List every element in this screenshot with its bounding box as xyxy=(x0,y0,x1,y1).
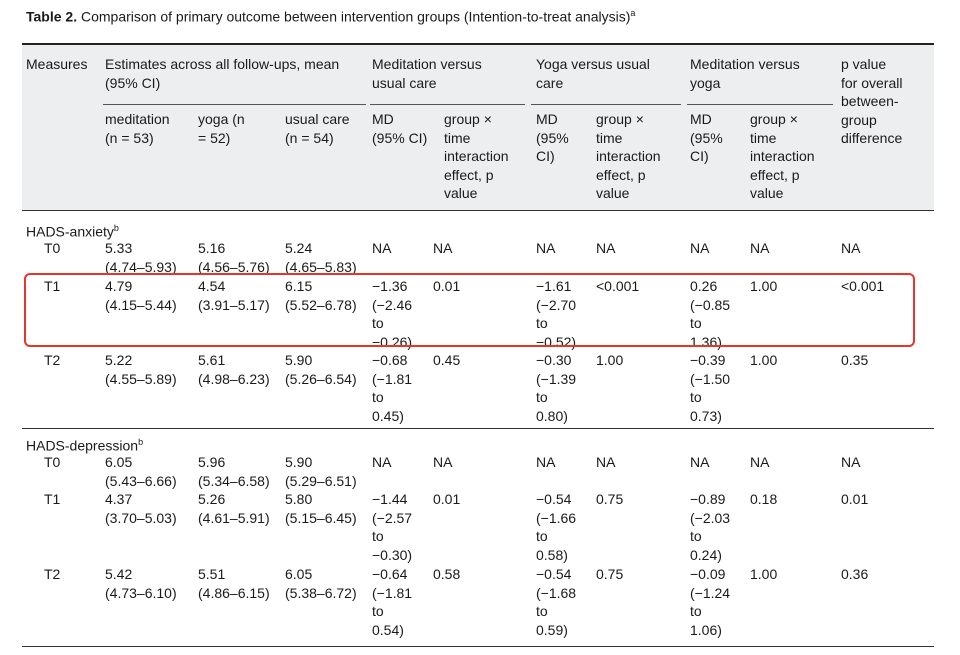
cell-meditation: 5.33 (4.74–5.93) xyxy=(105,240,177,275)
cell-yoga: 5.26 (4.61–5.91) xyxy=(198,491,270,526)
cell-md-med-usual: −1.36 (−2.46 to −0.26) xyxy=(372,278,413,350)
header-yoga-vs-usual: Yoga versus usual care xyxy=(536,56,650,91)
cell-p-overall: <0.001 xyxy=(841,278,885,294)
header-estimates: Estimates across all follow-ups, mean (95% CI) xyxy=(105,56,340,91)
cell-p-med-yoga: 1.00 xyxy=(750,352,778,368)
table-caption xyxy=(26,8,635,25)
header-p-overall: p value for overall between- group difference xyxy=(841,56,903,147)
highlight-box xyxy=(24,273,915,347)
cell-md-med-usual: NA xyxy=(372,240,392,256)
cell-md-med-usual: −0.64 (−1.81 to 0.54) xyxy=(372,566,413,638)
cell-p-med-yoga: 1.00 xyxy=(750,278,778,294)
med-usual-subrule xyxy=(370,104,525,105)
cell-yoga: 5.61 (4.98–6.23) xyxy=(198,352,270,387)
section-title-depression-text: HADS-depression xyxy=(26,437,139,454)
header-measures: Measures xyxy=(26,56,88,72)
cell-p-yoga-usual: NA xyxy=(596,240,616,256)
cell-p-overall: 0.35 xyxy=(841,352,869,368)
cell-usual-care: 6.15 (5.52–6.78) xyxy=(285,278,357,313)
cell-p-overall: NA xyxy=(841,454,861,470)
med-yoga-subrule xyxy=(687,104,833,105)
cell-p-med-usual: 0.45 xyxy=(433,352,461,368)
cell-meditation: 4.79 (4.15–5.44) xyxy=(105,278,177,313)
row-label: T2 xyxy=(44,566,61,582)
cell-meditation: 5.22 (4.55–5.89) xyxy=(105,352,177,387)
cell-usual-care: 5.24 (4.65–5.83) xyxy=(285,240,357,275)
cell-p-overall: NA xyxy=(841,240,861,256)
cell-p-med-usual: NA xyxy=(433,240,453,256)
cell-p-med-usual: 0.01 xyxy=(433,491,461,507)
cell-md-yoga-usual: −0.30 (−1.39 to 0.80) xyxy=(536,352,577,424)
cell-p-med-usual: NA xyxy=(433,454,453,470)
caption-footnote: a xyxy=(630,8,636,18)
header-md-3: MD (95% CI) xyxy=(690,111,723,165)
header-col-yoga: yoga (n = 52) xyxy=(198,111,245,146)
cell-p-yoga-usual: <0.001 xyxy=(596,278,640,294)
section-footnote-depression: b xyxy=(138,437,144,447)
cell-md-yoga-usual: −0.54 (−1.66 to 0.58) xyxy=(536,491,577,563)
header-gxt-2: group × time interaction effect, p value xyxy=(596,111,661,202)
cell-meditation: 5.42 (4.73–6.10) xyxy=(105,566,177,601)
cell-md-yoga-usual: −1.61 (−2.70 to −0.52) xyxy=(536,278,577,350)
cell-yoga: 5.16 (4.56–5.76) xyxy=(198,240,270,275)
cell-md-med-yoga: 0.26 (−0.85 to 1.36) xyxy=(690,278,731,350)
header-meditation-vs-yoga: Meditation versus yoga xyxy=(690,56,800,91)
cell-usual-care: 5.90 (5.26–6.54) xyxy=(285,352,357,387)
cell-md-yoga-usual: −0.54 (−1.68 to 0.59) xyxy=(536,566,577,638)
cell-p-yoga-usual: 0.75 xyxy=(596,491,624,507)
header-col-meditation: meditation (n = 53) xyxy=(105,111,170,146)
cell-md-med-yoga: −0.39 (−1.50 to 0.73) xyxy=(690,352,731,424)
cell-p-overall: 0.01 xyxy=(841,491,869,507)
cell-meditation: 4.37 (3.70–5.03) xyxy=(105,491,177,526)
cell-usual-care: 5.80 (5.15–6.45) xyxy=(285,491,357,526)
cell-usual-care: 6.05 (5.38–6.72) xyxy=(285,566,357,601)
header-col-usual: usual care (n = 54) xyxy=(285,111,350,146)
header-meditation-vs-usual: Meditation versus usual care xyxy=(372,56,482,91)
cell-p-med-usual: 0.58 xyxy=(433,566,461,582)
yoga-usual-subrule xyxy=(531,104,681,105)
header-bottom-rule xyxy=(22,210,934,211)
cell-p-overall: 0.36 xyxy=(841,566,869,582)
caption-text: Comparison of primary outcome between intervention groups (Intention-to-treat analysis) xyxy=(77,8,631,25)
section-footnote-anxiety: b xyxy=(113,223,119,233)
cell-md-med-usual: −1.44 (−2.57 to −0.30) xyxy=(372,491,413,563)
row-label: T1 xyxy=(44,278,61,294)
cell-p-yoga-usual: 0.75 xyxy=(596,566,624,582)
cell-p-med-yoga: NA xyxy=(750,240,770,256)
cell-md-med-yoga: −0.89 (−2.03 to 0.24) xyxy=(690,491,731,563)
table-top-rule xyxy=(22,43,934,45)
row-label: T0 xyxy=(44,240,61,256)
cell-md-yoga-usual: NA xyxy=(536,454,556,470)
section-divider-rule xyxy=(22,428,934,429)
cell-md-med-usual: −0.68 (−1.81 to 0.45) xyxy=(372,352,413,424)
header-gxt-1: group × time interaction effect, p value xyxy=(444,111,509,202)
cell-usual-care: 5.90 (5.29–6.51) xyxy=(285,454,357,489)
section-title-depression xyxy=(26,433,143,455)
cell-md-med-usual: NA xyxy=(372,454,392,470)
estimates-subrule xyxy=(103,104,366,105)
cell-md-med-yoga: NA xyxy=(690,240,710,256)
cell-p-med-usual: 0.01 xyxy=(433,278,461,294)
cell-yoga: 5.96 (5.34–6.58) xyxy=(198,454,270,489)
cell-p-yoga-usual: NA xyxy=(596,454,616,470)
cell-md-med-yoga: NA xyxy=(690,454,710,470)
section-title-anxiety-text: HADS-anxiety xyxy=(26,223,114,240)
cell-p-yoga-usual: 1.00 xyxy=(596,352,624,368)
cell-p-med-yoga: 1.00 xyxy=(750,566,778,582)
row-label: T2 xyxy=(44,352,61,368)
cell-p-med-yoga: 0.18 xyxy=(750,491,778,507)
table-bottom-rule xyxy=(22,646,934,647)
row-label: T1 xyxy=(44,491,61,507)
cell-yoga: 4.54 (3.91–5.17) xyxy=(198,278,270,313)
header-gxt-3: group × time interaction effect, p value xyxy=(750,111,815,202)
row-label: T0 xyxy=(44,454,61,470)
table-label: Table 2. xyxy=(26,8,78,25)
cell-p-med-yoga: NA xyxy=(750,454,770,470)
cell-md-yoga-usual: NA xyxy=(536,240,556,256)
cell-yoga: 5.51 (4.86–6.15) xyxy=(198,566,270,601)
cell-md-med-yoga: −0.09 (−1.24 to 1.06) xyxy=(690,566,731,638)
header-md-1: MD (95% CI) xyxy=(372,111,428,146)
cell-meditation: 6.05 (5.43–6.66) xyxy=(105,454,177,489)
section-title-anxiety xyxy=(26,219,119,241)
header-md-2: MD (95% CI) xyxy=(536,111,569,165)
